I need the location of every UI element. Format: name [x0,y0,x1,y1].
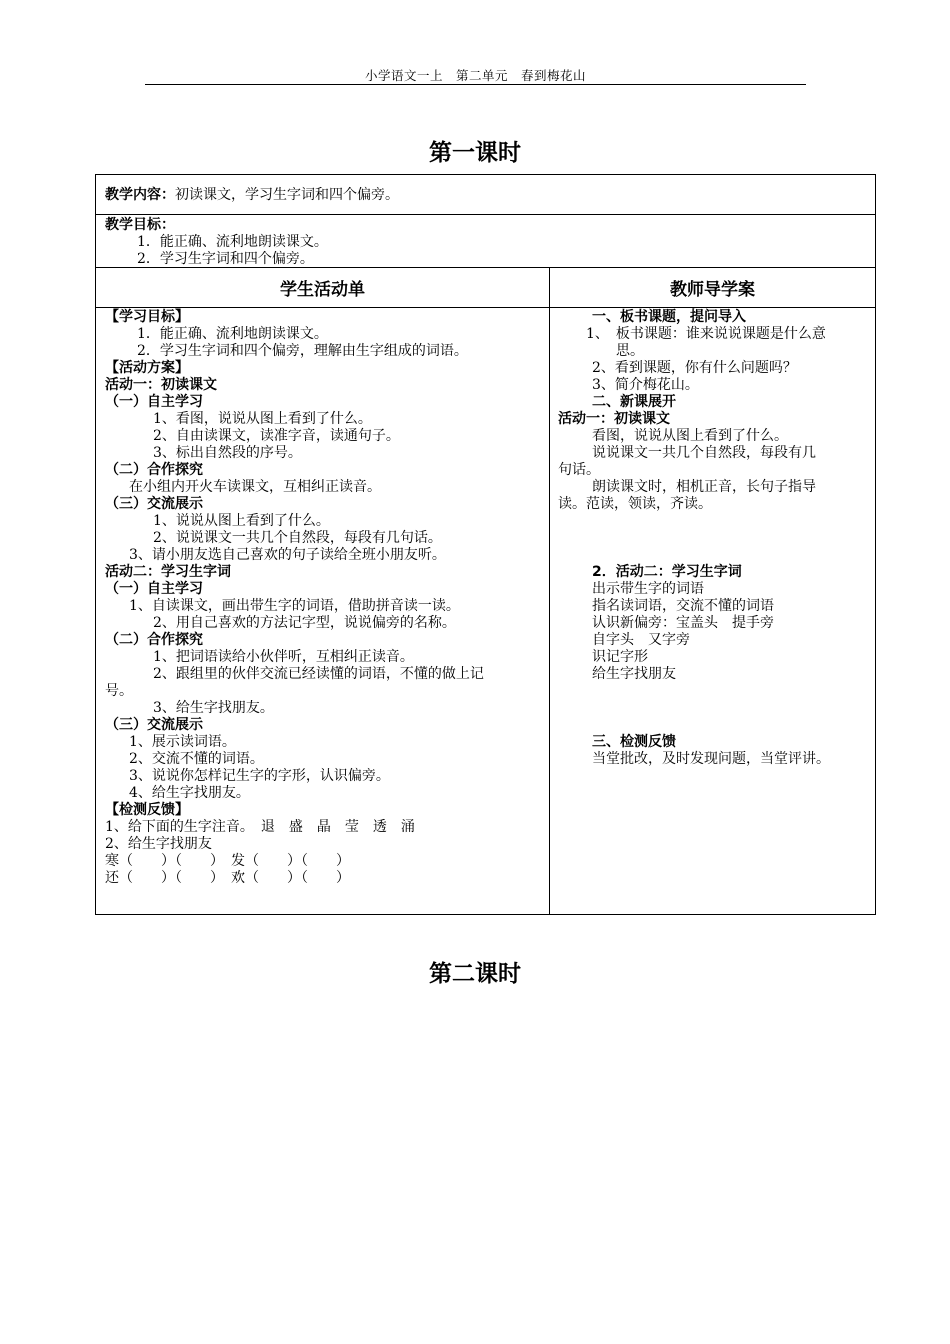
student-activity-line: 还（ ）（ ） 欢（ ）（ ） [105,870,350,886]
student-activity-line: 1、看图，说说从图上看到了什么。 [153,411,372,427]
teaching-goal-item: 1．能正确、流利地朗读课文。 [137,234,328,250]
student-column-header: 学生活动单 [280,280,365,300]
teaching-content-row [105,187,865,204]
teacher-guide-line: 1、 板书课题：谁来说说课题是什么意 [586,326,826,342]
student-activity-sheet [105,309,545,887]
student-activity-line: （一）自主学习 [105,581,203,597]
teaching-content-label: 教学内容： [105,187,175,203]
teaching-goals-label: 教学目标： [105,217,175,233]
student-activity-line: 寒（ ）（ ） 发（ ）（ ） [105,853,350,869]
student-activity-line: 3、说说你怎样记生字的字形，认识偏旁。 [129,768,390,784]
student-activity-line: （三）交流展示 [105,717,203,733]
student-activity-line: 1．能正确、流利地朗读课文。 [137,326,328,342]
teacher-guide-line [558,683,872,700]
student-activity-line: 【活动方案】 [105,360,189,376]
teacher-guide-line: 识记字形 [592,649,648,665]
student-activity-line: 1、给下面的生字注音。 退 盛 晶 莹 透 涌 [105,819,415,835]
student-activity-line: 1、说说从图上看到了什么。 [153,513,330,529]
teacher-guide-line: 给生字找朋友 [592,666,676,682]
teacher-guide-line [558,547,872,564]
lesson-1-title: 第一课时 [429,140,521,166]
student-activity-line: 3、给生字找朋友。 [153,700,274,716]
student-activity-line: （一）自主学习 [105,394,203,410]
student-activity-line: 3、标出自然段的序号。 [153,445,302,461]
student-activity-line: （二）合作探究 [105,632,203,648]
student-activity-line: （二）合作探究 [105,462,203,478]
student-activity-line: 2、跟组里的伙伴交流已经读懂的词语，不懂的做上记 [153,666,484,682]
student-activity-line: 2、交流不懂的词语。 [129,751,264,767]
teacher-guide-line: 看图，说说从图上看到了什么。 [592,428,788,444]
teacher-guide-line: 认识新偏旁：宝盖头 提手旁 [592,615,774,631]
teacher-guide-line: 思。 [616,343,644,359]
teacher-guide-line [558,530,872,547]
row-divider-3 [96,307,875,308]
student-activity-line: 【检测反馈】 [105,802,189,818]
teacher-guide-line: 三、检测反馈 [592,734,676,750]
teacher-guide-line: 出示带生字的词语 [592,581,704,597]
teacher-guide-plan [558,309,872,768]
student-activity-line: 1、把词语读给小伙伴听，互相纠正读音。 [153,649,414,665]
student-activity-line: 活动一：初读课文 [105,377,217,393]
teacher-guide-line: 说说课文一共几个自然段，每段有几 [592,445,816,461]
student-activity-line: 活动二：学习生字词 [105,564,231,580]
teacher-guide-line [558,513,872,530]
teacher-guide-line: 指名读词语，交流不懂的词语 [592,598,774,614]
student-activity-line: 2、用自己喜欢的方法记字型，说说偏旁的名称。 [153,615,456,631]
teaching-goals-row [105,217,865,268]
student-activity-line: （三）交流展示 [105,496,203,512]
column-divider [549,267,550,914]
student-activity-line: 4、给生字找朋友。 [129,785,250,801]
student-activity-line: 1、展示读词语。 [129,734,236,750]
header-rule [145,84,806,85]
student-activity-line: 号。 [105,683,133,699]
teacher-guide-line: 2、看到课题，你有什么问题吗？ [592,360,797,376]
teacher-guide-line: 2．活动二：学习生字词 [592,564,742,580]
teaching-goal-item: 2．学习生字词和四个偏旁。 [137,251,314,267]
student-activity-line: 2．学习生字词和四个偏旁，理解由生字组成的词语。 [137,343,468,359]
student-activity-line: 2、说说课文一共几个自然段，每段有几句话。 [153,530,442,546]
teacher-guide-line: 句话。 [558,462,600,478]
student-activity-line: 2、自由读课文，读准字音，读通句子。 [153,428,400,444]
teaching-content-text: 初读课文，学习生字词和四个偏旁。 [175,187,399,203]
teacher-guide-line: 朗读课文时，相机正音，长句子指导 [592,479,816,495]
teacher-guide-line: 读。范读，领读，齐读。 [558,496,712,512]
student-activity-line: 在小组内开火车读课文，互相纠正读音。 [129,479,381,495]
row-divider-1 [96,214,875,215]
student-activity-line: 1、自读课文，画出带生字的词语，借助拼音读一读。 [129,598,460,614]
teacher-guide-line: 自字头 又字旁 [592,632,690,648]
teacher-guide-line: 活动一：初读课文 [558,411,670,427]
teacher-guide-line: 3、简介梅花山。 [592,377,699,393]
teacher-guide-line: 当堂批改，及时发现问题，当堂评讲。 [592,751,830,767]
page-header: 小学语文一上 第二单元 春到梅花山 [364,68,586,83]
lesson-2-title: 第二课时 [429,961,521,987]
student-activity-line: 2、给生字找朋友 [105,836,212,852]
student-activity-line: 【学习目标】 [105,309,189,325]
teacher-guide-line [558,700,872,717]
lesson-plan-table [95,174,876,915]
teacher-column-header: 教师导学案 [670,280,755,300]
teacher-guide-line: 一、板书课题，提问导入 [592,309,746,325]
student-activity-line: 3、请小朋友选自己喜欢的句子读给全班小朋友听。 [129,547,446,563]
teacher-guide-line: 二、新课展开 [592,394,676,410]
teacher-guide-line [558,717,872,734]
